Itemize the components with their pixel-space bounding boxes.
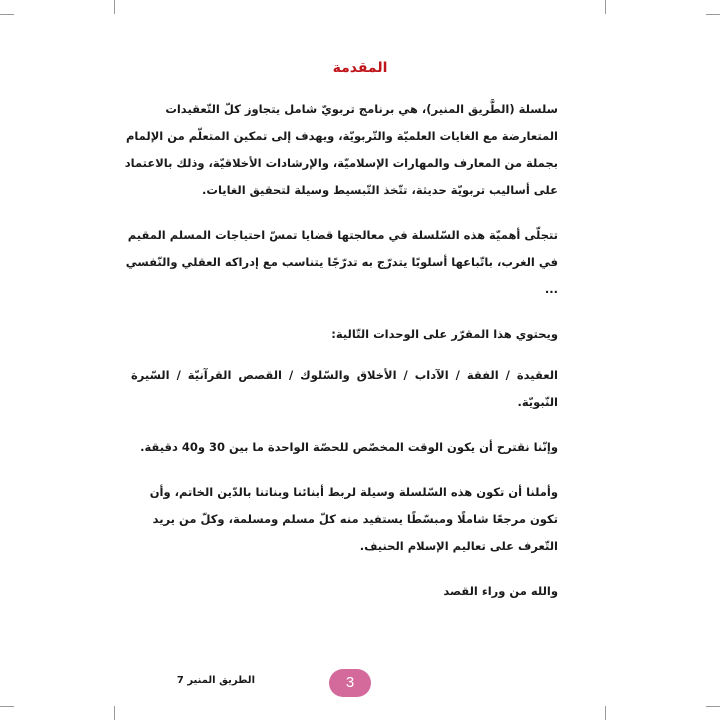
crop-mark-bottom-left — [114, 706, 115, 720]
crop-mark-top-left — [114, 0, 115, 14]
paragraph-series-importance: تتجلّى أهميّة هذه السّلسلة في معالجتها قضايا تمسّ احتياجات المسلم المقيم في الغرب، باتّباعها أسلوبًا يتدرّج به تدرّجًا يتناسب مع إدراكه العقلي والنّفسي ... — [125, 228, 558, 296]
introduction-body — [118, 96, 558, 623]
crop-mark-bottom-right — [605, 706, 606, 720]
paragraph-closing: والله من وراء القصد — [443, 584, 558, 598]
page-title: المقدمة — [332, 60, 388, 76]
paragraph-lesson-duration: وإنّنا نقترح أن يكون الوقت المخصّص للحصّة الواحدة ما بين 30 و40 دقيقة. — [140, 440, 558, 454]
crop-mark-top-right — [605, 0, 606, 14]
crop-mark-right-top — [706, 14, 720, 15]
footer-book-title: الطريق المنير 7 — [176, 675, 255, 686]
crop-mark-left-top — [0, 14, 14, 15]
paragraph-hope: وأملنا أن تكون هذه السّلسلة وسيلة لربط أبنائنا وبناتنا بالدّين الخاتم، وأن تكون مرجعًا شاملًا ومبسّطًا يستفيد منه كلّ مسلم ومسلمة، وكلّ من يريد التّعرف على تعاليم الإسلام الحنيف. — [149, 485, 558, 553]
page-number-badge: 3 — [329, 669, 371, 697]
paragraph-units-intro: ويحتوي هذا المقرّر على الوحدات التّالية: — [331, 327, 558, 341]
crop-mark-left-bottom — [0, 706, 14, 707]
crop-mark-right-bottom — [706, 706, 720, 707]
paragraph-series-description: سلسلة (الطَّريق المنير)، هي برنامج تربويّ شامل يتجاوز كلّ التّعقيدات المتعارضة مع الغايات العلميّة والتّربويّة، ويهدف إلى تمكين المتعلّم من الإلمام بجملة من المعارف والمهارات الإسلاميّة، والإرشادات الأخلاقيّة، وذلك بالاعتماد على أساليب تربويّة حديثة، تتّخذ التّبسيط وسيلة لتحقيق الغايات. — [124, 102, 558, 197]
paragraph-units-list: العقيدة / الفقة / الآداب / الأخلاق والسّلوك / القصص القرآنيّة / السّيرة النّبويّة. — [130, 368, 558, 409]
